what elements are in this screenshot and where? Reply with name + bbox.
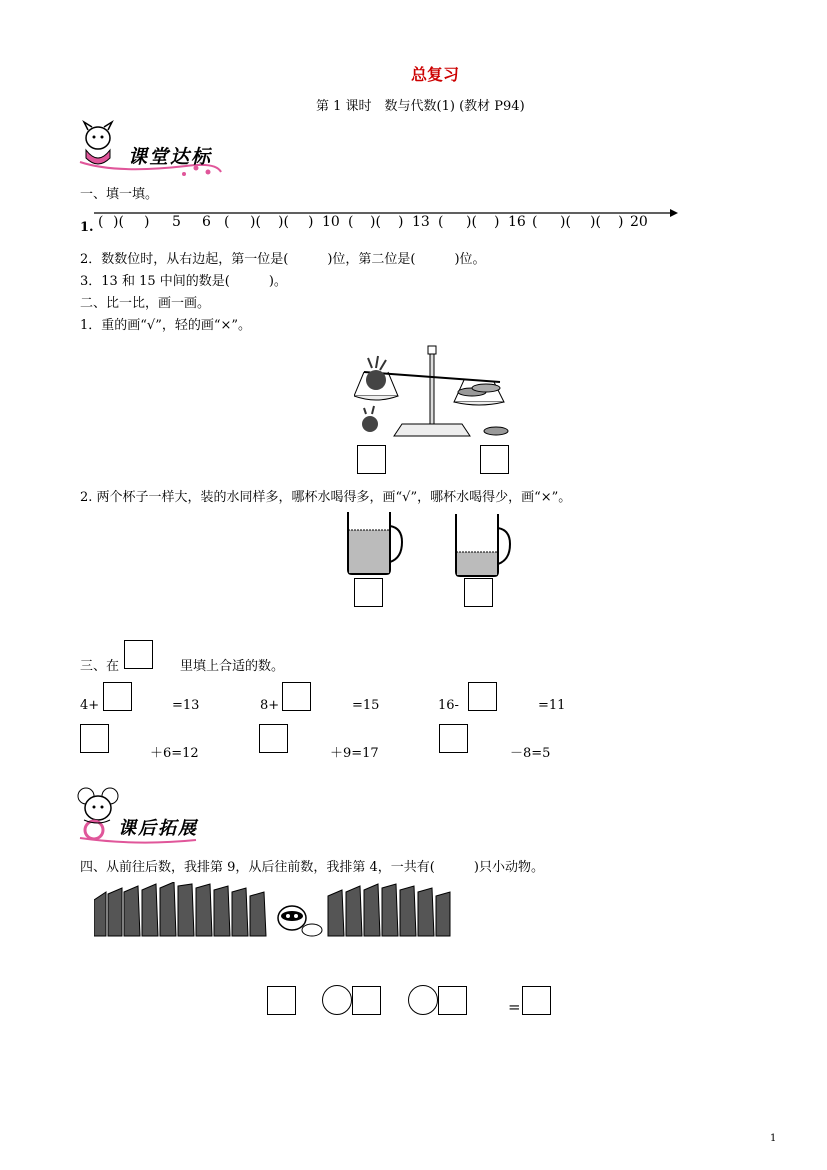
nl-label: 5 [172,214,181,230]
animals-behind-fence-picture [94,882,454,942]
operator-circle-1[interactable] [322,985,352,1015]
nl-label: ) [618,214,624,230]
eq3-left: 16- [438,698,459,713]
answer-box-cup-right[interactable] [464,578,493,607]
nl-label: ) [494,214,500,230]
eq1-left: 4+ [80,698,100,713]
nl-label: 6 [202,214,211,230]
nl-label: 13 [412,214,430,230]
eq2-left: 8+ [260,698,280,713]
part3-heading-a: 三、在 [80,659,120,674]
nl-label: )( [560,214,571,230]
final-box-3[interactable] [438,986,467,1015]
section-badge-class [76,118,226,180]
nl-label: )( [278,214,289,230]
part2-heading: 二、比一比，画一画。 [80,296,211,311]
eq3-box[interactable] [468,682,497,711]
nl-label: )( [370,214,381,230]
final-box-2[interactable] [352,986,381,1015]
page-title: 总复习 [410,65,459,84]
answer-box-cup-left[interactable] [354,578,383,607]
eq4-box[interactable] [80,724,109,753]
nl-label: ( [438,214,444,230]
heading-sample-box [124,640,153,669]
part1-q2: 2．数数位时，从右边起，第一位是( )位，第二位是( )位。 [80,252,486,267]
part1-q3: 3．13 和 15 中间的数是( )。 [80,274,287,289]
nl-label: ( [98,214,104,230]
eq6-right: －8=5 [510,746,551,761]
nl-label: )( [250,214,261,230]
final-box-1[interactable] [267,986,296,1015]
nl-label: ) [144,214,150,230]
eq5-box[interactable] [259,724,288,753]
number-line-labels [98,214,658,234]
nl-label: 20 [630,214,648,230]
cup-right-picture [452,510,512,578]
eq4-right: ＋6=12 [150,746,199,761]
nl-label: ( [224,214,230,230]
eq2-box[interactable] [282,682,311,711]
nl-label: 16 [508,214,526,230]
part2-q2: 2. 两个杯子一样大，装的水同样多，哪杯水喝得多，画“√”，哪杯水喝得少，画“×”。 [80,490,572,505]
final-box-result[interactable] [522,986,551,1015]
part1-heading: 一、填一填。 [80,187,159,202]
nl-label: ( [532,214,538,230]
part2-q1: 1．重的画“√”，轻的画“×”。 [80,318,252,333]
nl-label: 10 [322,214,340,230]
section-badge-class-label: 课堂达标 [128,146,213,168]
nl-label: )( [590,214,601,230]
nl-label: ) [308,214,314,230]
nl-label: ) [398,214,404,230]
answer-box-carrot[interactable] [480,445,509,474]
eq6-box[interactable] [439,724,468,753]
eq5-right: ＋9=17 [330,746,379,761]
eq3-right: =11 [538,698,566,713]
eq1-box[interactable] [103,682,132,711]
eq1-right: =13 [172,698,200,713]
eq2-right: =15 [352,698,380,713]
final-equals: = [508,998,521,1016]
q1-number: 1. [80,220,94,235]
section-badge-after-label: 课后拓展 [118,818,198,839]
part3-heading-b: 里填上合适的数。 [180,659,285,674]
part4-question: 四、从前往后数，我排第 9，从后往前数，我排第 4，一共有( )只小动物。 [80,860,544,875]
nl-label: ( [348,214,354,230]
nl-label: )( [466,214,477,230]
lesson-subtitle: 第 1 课时 数与代数(1) (教材 P94) [316,99,525,114]
cup-left-picture [344,508,404,576]
section-badge-after [76,786,226,846]
operator-circle-2[interactable] [408,985,438,1015]
answer-box-radish[interactable] [357,445,386,474]
balance-scale-picture [354,342,514,442]
page-number: 1 [770,1133,777,1144]
nl-label: )( [113,214,124,230]
